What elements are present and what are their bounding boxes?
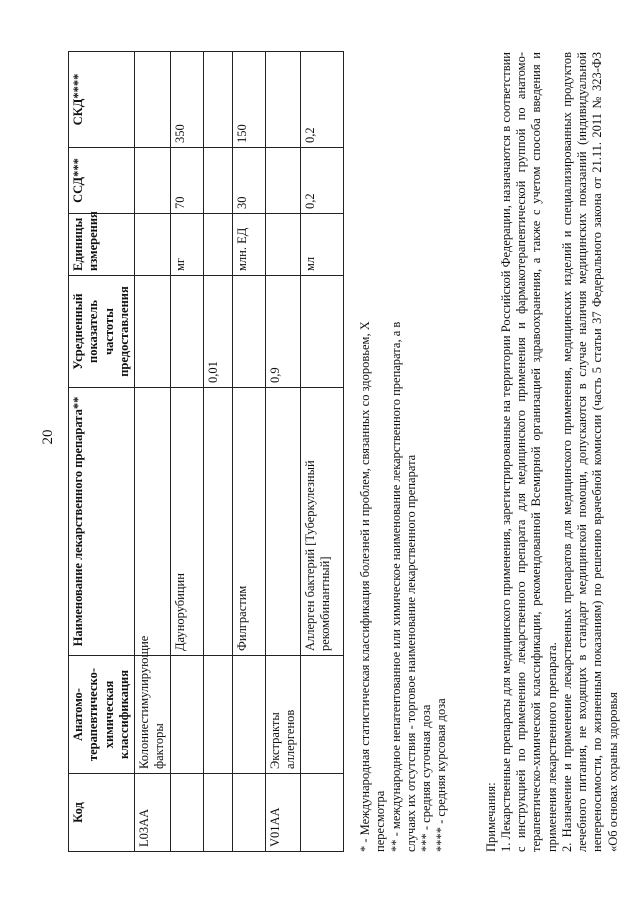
header-skd: СКД**** <box>69 52 135 148</box>
cell-skd <box>135 52 171 148</box>
cell-unit <box>265 214 301 276</box>
note-item: 2. Назначение и применение лекарственных препаратов для медицинского применения, медицинских изделий и специализированных продуктов лечебного питания, не входящих в стандарт медицинской помощи, допускаются в случае наличия медицинских показаний (индивидуальной непереносимости, по жизненным показаниям) по решению врачебной комиссии (часть 5 статьи 37 Федерального закона от 21.11. 2011 № 323-ФЗ «Об основах охраны здоровья <box>559 52 620 852</box>
cell-atc <box>232 656 265 774</box>
footnote: **** - средняя курсовая доза <box>434 698 449 852</box>
cell-name: Филграстим <box>232 388 265 656</box>
cell-code <box>170 774 203 852</box>
footnote: *** - средняя суточная доза <box>419 704 433 852</box>
cell-atc <box>301 656 344 774</box>
cell-sdd <box>265 148 301 214</box>
cell-unit: мг <box>170 214 203 276</box>
header-unit: Единицы измерения <box>69 214 135 276</box>
cell-frequency <box>301 276 344 388</box>
table-row <box>135 52 171 852</box>
page-number: 20 <box>40 429 56 445</box>
cell-frequency <box>170 276 203 388</box>
cell-atc <box>170 656 203 774</box>
table-row <box>301 52 344 852</box>
cell-sdd: 30 <box>232 148 265 214</box>
cell-unit <box>135 214 171 276</box>
cell-skd <box>265 52 301 148</box>
table-row <box>232 52 265 852</box>
cell-code <box>301 774 344 852</box>
header-name: Наименование лекарственного препарата** <box>69 388 135 656</box>
cell-unit: млн. ЕД <box>232 214 265 276</box>
cell-sdd: 0,2 <box>301 148 344 214</box>
drug-table <box>68 51 344 852</box>
cell-frequency: 0,01 <box>203 276 232 388</box>
rotated-page-content <box>68 52 623 852</box>
cell-name <box>265 388 301 656</box>
cell-sdd <box>203 148 232 214</box>
cell-name <box>135 388 171 656</box>
cell-code <box>203 774 232 852</box>
cell-frequency <box>135 276 171 388</box>
cell-name <box>203 388 232 656</box>
table-row <box>265 52 301 852</box>
cell-skd: 350 <box>170 52 203 148</box>
table-row <box>203 52 232 852</box>
notes-title: Примечания: <box>483 782 498 852</box>
cell-code: V01AA <box>265 774 301 852</box>
cell-unit: мл <box>301 214 344 276</box>
header-frequency: Усредненный показатель частоты предоставления <box>69 276 135 388</box>
cell-frequency: 0,9 <box>265 276 301 388</box>
header-atc: Анатомо-терапевтическо-химическая классификация <box>69 656 135 774</box>
header-sdd: ССД*** <box>69 148 135 214</box>
footnotes <box>358 292 450 852</box>
note-item: 1. Лекарственные препараты для медицинского применения, зарегистрированные на территории Российской Федерации, назначаются в соответствии с инструкцией по применению лекарственного препарата для медицинского применения и фармакотерапевтической группой по анатомо-терапевтическо-химической классификации, рекомендованной Всемирной организацией здравоохранения, а также с учетом способа введения и применения лекарственного препарата. <box>498 52 559 852</box>
cell-code: L03AA <box>135 774 171 852</box>
cell-code <box>232 774 265 852</box>
cell-sdd <box>135 148 171 214</box>
cell-atc: Экстракты аллергенов <box>265 656 301 774</box>
cell-atc <box>203 656 232 774</box>
table-header-row <box>69 52 135 852</box>
header-code: Код <box>69 774 135 852</box>
cell-skd: 0,2 <box>301 52 344 148</box>
footnote: ** - международное непатентованное или химическое наименование лекарственного препарата, а в случаях их отсутствия - торговое наименование лекарственного препарата <box>388 321 418 852</box>
cell-skd <box>203 52 232 148</box>
cell-sdd: 70 <box>170 148 203 214</box>
notes-section <box>484 52 621 852</box>
cell-name: Даунорубицин <box>170 388 203 656</box>
cell-name: Аллерген бактерий [Туберкулезный рекомбинантный] <box>301 388 344 656</box>
cell-skd: 150 <box>232 52 265 148</box>
cell-unit <box>203 214 232 276</box>
footnote: * - Международная статистическая классификация болезней и проблем, связанных со здоровьем, X пересмотра <box>358 321 388 852</box>
cell-frequency <box>232 276 265 388</box>
table-row <box>170 52 203 852</box>
cell-atc: Колониестимулирующие факторы <box>135 656 171 774</box>
